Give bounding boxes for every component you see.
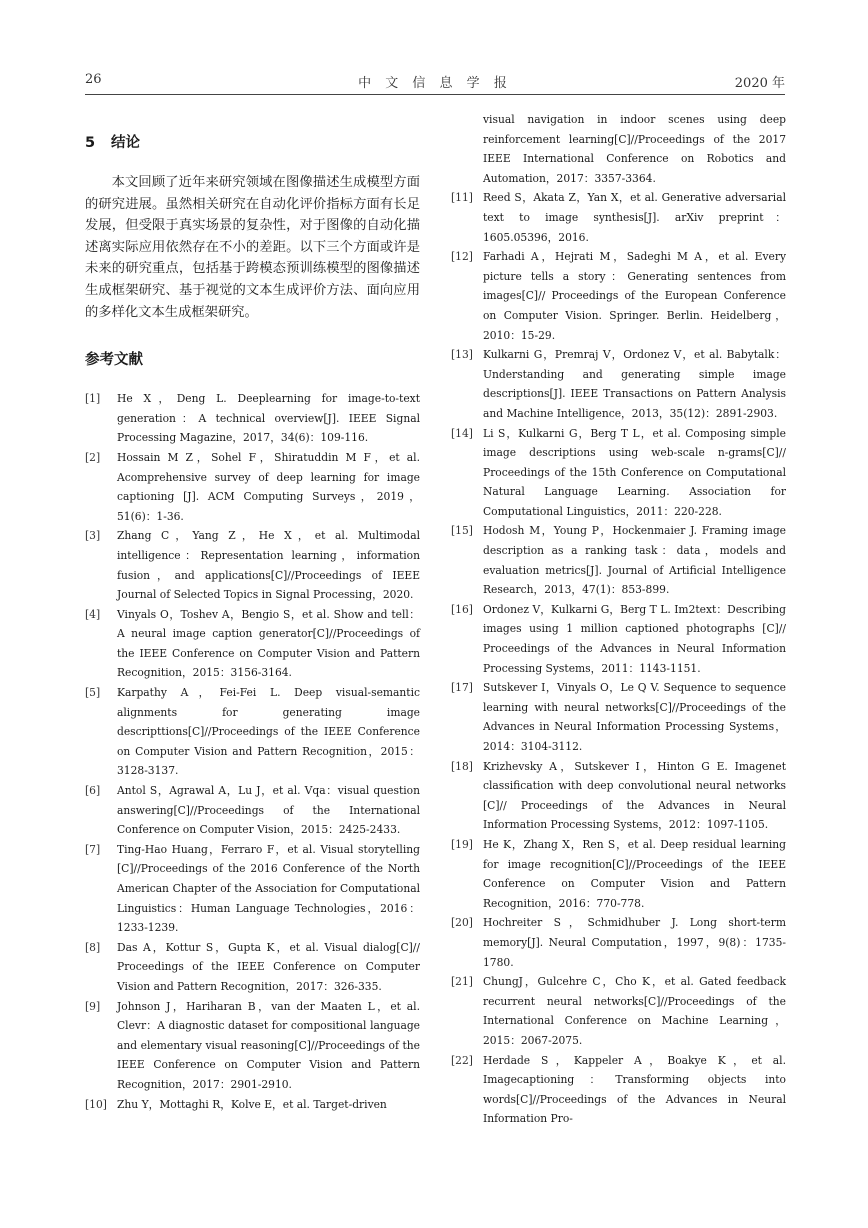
reference-item — [451, 521, 786, 599]
reference-text: Farhadi A，Hejrati M，Sadeghi M A，et al. Every picture tells a story：Generating sentences from images[C]// Proceedings of the European Conference on Computer Vision. Springer. Berlin. Heidelberg，2010：15-29. — [483, 250, 786, 342]
reference-list-left — [85, 389, 420, 1114]
reference-text: Zhu Y，Mottaghi R，Kolve E，et al. Target-driven — [117, 1097, 387, 1111]
reference-number: [20] — [451, 916, 473, 930]
section-heading — [85, 128, 420, 158]
reference-text: Vinyals O，Toshev A，Bengio S，et al. Show and tell：A neural image caption generator[C]//Proceedings of the IEEE Conference on Computer Vision and Pattern Recognition，2015：3156-3164. — [117, 607, 420, 680]
reference-item — [85, 1095, 420, 1115]
reference-number: [16] — [451, 602, 473, 616]
references-heading: 参考文献 — [85, 352, 143, 369]
page-number: 26 — [85, 72, 102, 87]
reference-number: [3] — [85, 529, 101, 543]
reference-text: Kulkarni G，Premraj V，Ordonez V，et al. Babytalk：Understanding and generating simple image descriptions[J]. IEEE Transactions on Pattern Analysis and Machine Intelligence，2013，35(12)：2891-2903. — [483, 348, 786, 420]
reference-text: Ting-Hao Huang，Ferraro F，et al. Visual storytelling [C]//Proceedings of the 2016 Conference of the North American Chapter of the Association for Computational Linguistics：Human Language Technologies，2016：1233-1239. — [117, 842, 420, 935]
reference-item — [85, 938, 420, 997]
reference-number: [4] — [85, 607, 101, 621]
reference-item — [451, 424, 786, 522]
reference-text: Johnson J，Hariharan B，van der Maaten L，et al. Clevr：A diagnostic dataset for compositional language and elementary visual reasoning[C]//Proceedings of the IEEE Conference on Computer Vision and Pattern Recognition，2017：2901-2910. — [117, 999, 420, 1091]
reference-text: Das A，Kottur S，Gupta K，et al. Visual dialog[C]// Proceedings of the IEEE Conference on Computer Vision and Pattern Recognition，2017：326-335. — [117, 940, 420, 993]
reference-item — [85, 389, 420, 448]
reference-number: [15] — [451, 524, 473, 538]
journal-name: 中 文 信 息 学 报 — [358, 76, 512, 91]
reference-number: [7] — [85, 842, 101, 856]
reference-number: [5] — [85, 686, 101, 700]
reference-text: ChungJ，Gulcehre C，Cho K，et al. Gated feedback recurrent neural networks[C]//Proceedings of the International Conference on Machine Learning，2015：2067-2075. — [483, 975, 786, 1047]
right-column — [451, 110, 786, 1129]
reference-item — [451, 757, 786, 835]
reference-item — [451, 972, 786, 1050]
reference-text: Krizhevsky A，Sutskever I，Hinton G E. Imagenet classification with deep convolutional neural networks [C]// Proceedings of the Advances in Neural Information Processing Systems，2012：1097-1105. — [483, 759, 786, 832]
reference-list-right — [451, 110, 786, 188]
reference-item — [451, 188, 786, 247]
reference-number: [17] — [451, 681, 473, 695]
reference-continuation: visual navigation in indoor scenes using deep reinforcement learning[C]//Proceedings of the 2017 IEEE International Conference on Robotics and Automation，2017：3357-3364. — [483, 113, 786, 185]
reference-number: [14] — [451, 426, 473, 440]
publication-year: 2020 年 — [734, 76, 785, 91]
reference-text: Ordonez V，Kulkarni G，Berg T L. Im2text：Describing images using 1 million captioned photographs [C]// Proceedings of the Advances in Neural Information Processing Systems，2011：1143-1151. — [483, 602, 786, 675]
reference-number: [8] — [85, 940, 101, 954]
reference-text: Antol S，Agrawal A，Lu J，et al. Vqa：visual question answering[C]//Proceedings of the International Conference on Computer Vision，2015：2425-2433. — [117, 784, 420, 837]
reference-text: He K，Zhang X，Ren S，et al. Deep residual learning for image recognition[C]//Proceedings of the IEEE Conference on Computer Vision and Pattern Recognition，2016：770-778. — [483, 837, 786, 910]
reference-item — [451, 835, 786, 913]
reference-number: [21] — [451, 975, 473, 989]
reference-text: Hochreiter S，Schmidhuber J. Long short-term memory[J]. Neural Computation，1997，9(8)：1735-1780. — [483, 916, 786, 969]
section-title: 结论 — [111, 135, 140, 151]
reference-item — [85, 683, 420, 781]
reference-item — [85, 605, 420, 683]
reference-list-right-entries — [451, 188, 786, 1129]
running-header — [85, 68, 785, 90]
reference-item — [451, 913, 786, 972]
reference-number: [10] — [85, 1097, 107, 1111]
reference-text: Karpathy A，Fei-Fei L. Deep visual-semantic alignments for generating image descripttions[C]//Proceedings of the IEEE Conference on Computer Vision and Pattern Recognition，2015：3128-3137. — [117, 686, 420, 778]
reference-item — [451, 345, 786, 423]
reference-number: [11] — [451, 191, 473, 205]
reference-number: [9] — [85, 999, 101, 1013]
header-rule — [85, 94, 785, 95]
reference-number: [13] — [451, 348, 473, 362]
reference-item — [85, 781, 420, 840]
reference-text: Reed S，Akata Z，Yan X，et al. Generative adversarial text to image synthesis[J]. arXiv preprint：1605.05396，2016. — [483, 191, 786, 244]
reference-text: Hossain M Z，Sohel F，Shiratuddin M F，et al. Acomprehensive survey of deep learning for image captioning [J]. ACM Computing Surveys，2019，51(6)：1-36. — [117, 450, 420, 523]
reference-text: Herdade S，Kappeler A，Boakye K，et al. Imagecaptioning：Transforming objects into words[C]//Proceedings of the Advances in Neural Information Pro- — [483, 1053, 786, 1126]
reference-item — [85, 840, 420, 938]
reference-item — [451, 247, 786, 345]
reference-text: He X，Deng L. Deeplearning for image-to-text generation：A technical overview[J]. IEEE Signal Processing Magazine，2017，34(6)：109-116. — [117, 392, 420, 445]
reference-number: [22] — [451, 1053, 473, 1067]
reference-text: Zhang C，Yang Z，He X，et al. Multimodal intelligence：Representation learning，information fusion，and applications[C]//Proceedings of IEEE Journal of Selected Topics in Signal Processing，2020. — [117, 529, 420, 602]
reference-number: [1] — [85, 392, 101, 406]
reference-item — [85, 526, 420, 604]
section-number: 5 — [85, 135, 96, 151]
conclusion-paragraph: 本文回顾了近年来研究领域在图像描述生成模型方面的研究进展。虽然相关研究在自动化评价指标方面有长足发展，但受限于真实场景的复杂性，对于图像的自动化描述离实际应用依然存在不小的差距。以下三个方面或许是未来的研究重点，包括基于跨模态预训练模型的图像描述生成框架研究、基于视觉的文本生成评价方法、面向应用的多样化文本生成框架研究。 — [85, 175, 420, 320]
reference-number: [12] — [451, 250, 473, 264]
reference-text: Hodosh M，Young P，Hockenmaier J. Framing image description as a ranking task：data，models and evaluation metrics[J]. Journal of Artificial Intelligence Research，2013，47(1)：853-899. — [483, 524, 786, 597]
reference-item — [451, 600, 786, 678]
reference-item — [451, 678, 786, 756]
reference-number: [2] — [85, 450, 101, 464]
reference-item — [85, 997, 420, 1095]
reference-item — [85, 448, 420, 526]
reference-number: [18] — [451, 759, 473, 773]
reference-item — [451, 1051, 786, 1129]
reference-number: [19] — [451, 837, 473, 851]
reference-number: [6] — [85, 784, 101, 798]
left-column — [85, 128, 420, 1114]
reference-text: Li S，Kulkarni G，Berg T L，et al. Composing simple image descriptions using web-scale n-grams[C]// Proceedings of the 15th Conference on Computational Natural Language Learning. Association for Computational Linguistics，2011：220-228. — [483, 426, 786, 518]
reference-text: Sutskever I，Vinyals O，Le Q V. Sequence to sequence learning with neural networks[C]//Proceedings of the Advances in Neural Information Processing Systems，2014：3104-3112. — [483, 681, 786, 753]
